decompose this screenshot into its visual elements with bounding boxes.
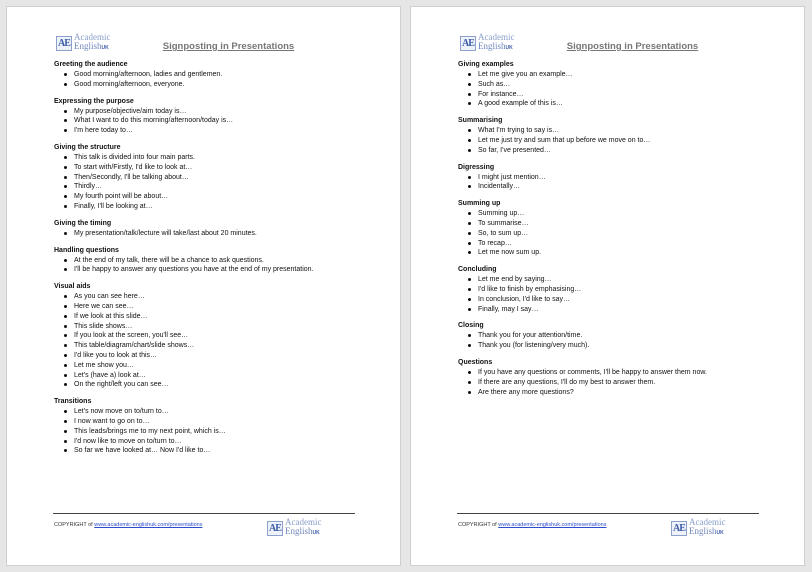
page-title: Signposting in Presentations <box>566 41 699 52</box>
section-heading: Giving the structure <box>54 143 121 151</box>
footer-logo-word-english: English <box>689 526 717 536</box>
phrase-item: I'll be happy to answer any questions you have at the end of my presentation. <box>74 265 374 275</box>
phrase-item: If you have any questions or comments, I'll be happy to answer them now. <box>478 368 778 378</box>
phrase-item: To recap… <box>478 239 778 249</box>
footer-logo-word-academic: Academic <box>285 517 322 527</box>
section <box>54 398 374 456</box>
section <box>54 144 374 212</box>
section <box>458 200 778 258</box>
phrase-item: So far we have looked at… Now I'd like to… <box>74 446 374 456</box>
phrase-item: Let me give you an example… <box>478 70 778 80</box>
phrase-item: My fourth point will be about… <box>74 192 374 202</box>
phrase-item: I might just mention… <box>478 173 778 183</box>
section-heading: Summarising <box>458 117 503 125</box>
phrase-item: Incidentally… <box>478 182 778 192</box>
logo-word-english: English <box>74 41 102 51</box>
section <box>458 164 778 193</box>
phrase-item: This slide shows… <box>74 322 374 332</box>
phrase-item: Let me just try and sum that up before we move on to… <box>478 136 778 146</box>
phrase-item: Let me show you… <box>74 361 374 371</box>
phrase-list <box>54 70 374 90</box>
section-heading: Giving examples <box>458 61 514 68</box>
phrase-item: What I want to do this morning/afternoon/today is… <box>74 116 374 126</box>
section-heading: Questions <box>458 358 493 366</box>
phrase-list <box>54 407 374 456</box>
section <box>54 98 374 136</box>
phrase-list <box>458 173 778 193</box>
footer-logo-word-academic: Academic <box>689 517 726 527</box>
phrase-item: Then/Secondly, I'll be talking about… <box>74 173 374 183</box>
phrase-item: A good example of this is… <box>478 99 778 109</box>
copyright-link[interactable]: www.academic-englishuk.com/presentations <box>498 522 607 528</box>
phrase-list <box>458 126 778 155</box>
footer-logo <box>671 518 725 538</box>
phrase-list <box>54 292 374 390</box>
page-title: Signposting in Presentations <box>162 41 295 52</box>
section <box>54 247 374 276</box>
section <box>54 283 374 390</box>
copyright-label: COPYRIGHT of <box>458 522 499 528</box>
page-content <box>54 61 374 464</box>
phrase-item: As you can see here… <box>74 292 374 302</box>
phrase-item: To summarise… <box>478 219 778 229</box>
logo-word-english: English <box>478 41 506 51</box>
phrase-list <box>54 153 374 212</box>
section-heading: Digressing <box>458 163 495 171</box>
footer-logo-mark-icon: AE <box>267 521 283 536</box>
phrase-item: I'd like you to look at this… <box>74 351 374 361</box>
phrase-list <box>458 209 778 258</box>
phrase-item: I'd now like to move on to/turn to… <box>74 437 374 447</box>
section <box>458 61 778 109</box>
phrase-item: Let's (have a) look at… <box>74 371 374 381</box>
phrase-item: This table/diagram/chart/slide shows… <box>74 341 374 351</box>
logo-word-uk: UK <box>505 45 513 51</box>
copyright-link[interactable]: www.academic-englishuk.com/presentations <box>94 522 203 528</box>
page-1 <box>6 6 401 566</box>
page-2 <box>410 6 805 566</box>
footer-divider <box>457 513 759 514</box>
logo-word-academic: Academic <box>478 32 515 42</box>
phrase-item: What I'm trying to say is… <box>478 126 778 136</box>
footer-copyright <box>54 522 202 528</box>
phrase-item: Thank you for your attention/time. <box>478 331 778 341</box>
phrase-item: In conclusion, I'd like to say… <box>478 295 778 305</box>
phrase-item: Good morning/afternoon, ladies and gentlemen. <box>74 70 374 80</box>
section <box>54 220 374 239</box>
phrase-item: Such as… <box>478 80 778 90</box>
phrase-item: At the end of my talk, there will be a chance to ask questions. <box>74 256 374 266</box>
footer-copyright <box>458 522 606 528</box>
footer-logo-word-uk: UK <box>312 530 320 536</box>
logo-mark-icon: AE <box>460 36 476 51</box>
section-heading: Greeting the audience <box>54 61 128 68</box>
phrase-item: So far, I've presented… <box>478 146 778 156</box>
phrase-item: Let's now move on to/turn to… <box>74 407 374 417</box>
phrase-list <box>458 275 778 314</box>
logo-word-academic: Academic <box>74 32 111 42</box>
phrase-item: Are there any more questions? <box>478 388 778 398</box>
phrase-item: If we look at this slide… <box>74 312 374 322</box>
phrase-item: Summing up… <box>478 209 778 219</box>
phrase-item: This talk is divided into four main parts. <box>74 153 374 163</box>
phrase-item: Let me now sum up. <box>478 248 778 258</box>
section <box>458 359 778 397</box>
phrase-list <box>458 70 778 109</box>
phrase-item: My purpose/objective/aim today is… <box>74 107 374 117</box>
phrase-item: On the right/left you can see… <box>74 380 374 390</box>
phrase-item: If there are any questions, I'll do my best to answer them. <box>478 378 778 388</box>
phrase-item: If you look at the screen, you'll see… <box>74 331 374 341</box>
section-heading: Handling questions <box>54 246 119 254</box>
phrase-list <box>458 368 778 397</box>
page-content <box>458 61 778 405</box>
section-heading: Concluding <box>458 266 497 274</box>
section <box>458 266 778 314</box>
footer-logo <box>267 518 321 538</box>
phrase-item: This leads/brings me to my next point, which is… <box>74 427 374 437</box>
phrase-item: To start with/Firstly, I'd like to look at… <box>74 163 374 173</box>
phrase-item: For instance… <box>478 90 778 100</box>
phrase-item: Thank you (for listening/very much). <box>478 341 778 351</box>
footer-divider <box>53 513 355 514</box>
section-heading: Summing up <box>458 200 501 208</box>
footer-logo-word-uk: UK <box>716 530 724 536</box>
section-heading: Transitions <box>54 398 92 406</box>
phrase-list <box>54 229 374 239</box>
phrase-item: Finally, may I say… <box>478 305 778 315</box>
footer-logo-word-english: English <box>285 526 313 536</box>
section-heading: Expressing the purpose <box>54 97 134 105</box>
phrase-item: Thirdly… <box>74 182 374 192</box>
phrase-list <box>458 331 778 351</box>
phrase-list <box>54 107 374 136</box>
phrase-item: I now want to go on to… <box>74 417 374 427</box>
section <box>458 117 778 155</box>
logo-mark-icon: AE <box>56 36 72 51</box>
section-heading: Giving the timing <box>54 219 112 227</box>
phrase-item: Finally, I'll be looking at… <box>74 202 374 212</box>
phrase-item: I'd like to finish by emphasising… <box>478 285 778 295</box>
section <box>458 322 778 351</box>
copyright-label: COPYRIGHT of <box>54 522 95 528</box>
footer-logo-mark-icon: AE <box>671 521 687 536</box>
phrase-item: Let me end by saying… <box>478 275 778 285</box>
logo-word-uk: UK <box>101 45 109 51</box>
phrase-item: My presentation/talk/lecture will take/last about 20 minutes. <box>74 229 374 239</box>
phrase-item: I'm here today to… <box>74 126 374 136</box>
phrase-item: So, to sum up… <box>478 229 778 239</box>
section <box>54 61 374 90</box>
phrase-item: Good morning/afternoon, everyone. <box>74 80 374 90</box>
phrase-item: Here we can see… <box>74 302 374 312</box>
section-heading: Visual aids <box>54 283 91 291</box>
section-heading: Closing <box>458 322 484 330</box>
phrase-list <box>54 256 374 276</box>
